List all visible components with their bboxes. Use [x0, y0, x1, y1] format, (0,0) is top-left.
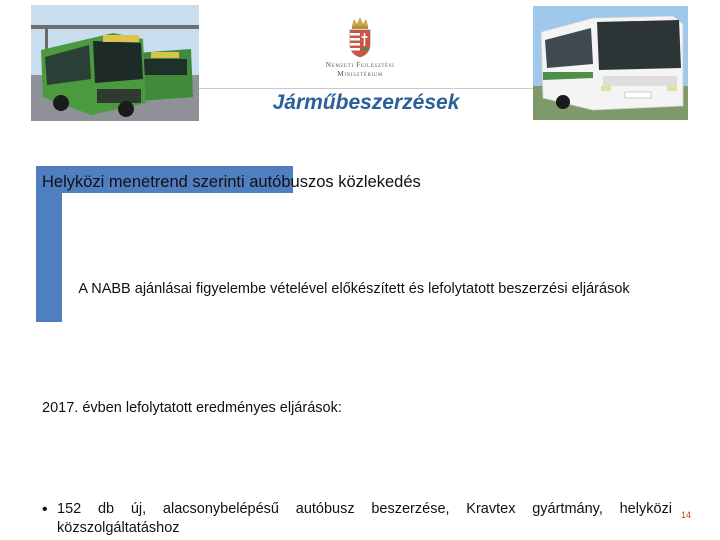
list-item	[42, 500, 672, 538]
green-buses-photo	[31, 5, 199, 121]
section-heading: Helyközi menetrend szerinti autóbuszos közlekedés	[42, 173, 421, 191]
section-subtitle: A NABB ajánlásai figyelembe vételével előkészített és lefolytatott beszerzési eljárások	[78, 281, 630, 297]
bullet-icon: •	[42, 501, 48, 518]
ministry-logo	[313, 16, 407, 82]
results-label: 2017. évben lefolytatott eredményes eljárások:	[42, 400, 342, 416]
page-title: Járműbeszerzések	[272, 91, 460, 114]
header-divider	[199, 88, 533, 89]
page-number: 14	[681, 510, 692, 520]
logo-text-line2: Minisztérium	[337, 69, 383, 78]
list-item-text: 152 db új, alacsonybelépésű autóbusz beszerzése, Kravtex gyártmány, helyközi közszolgáltatáshoz	[57, 501, 672, 536]
white-coach-photo	[533, 6, 688, 120]
logo-text-line1: Nemzeti Fejlesztési	[325, 60, 395, 69]
coat-of-arms-icon	[345, 16, 375, 58]
